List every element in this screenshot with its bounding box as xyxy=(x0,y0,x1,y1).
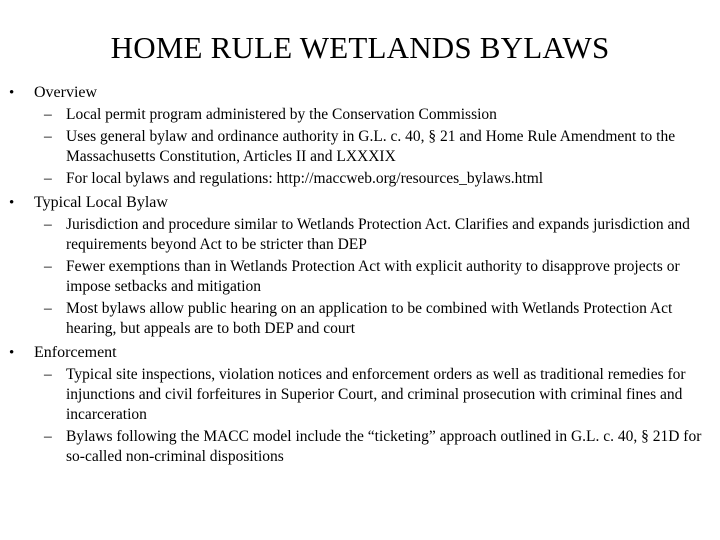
sub-marker: – xyxy=(44,300,52,317)
bullet-label: Overview xyxy=(34,84,98,101)
bullet-label: Enforcement xyxy=(34,344,117,361)
sub-marker: – xyxy=(44,216,52,233)
bullet-marker: • xyxy=(9,345,15,361)
sub-item xyxy=(0,214,720,256)
sub-item-text: Uses general bylaw and ordinance authority in G.L. c. 40, § 21 and Home Rule Amendment to the Massachusetts Constitution, Articles II and LXXXIX xyxy=(66,128,676,165)
sub-item-text: Most bylaws allow public hearing on an application to be combined with Wetlands Protection Act hearing, but appeals are to both DEP and court xyxy=(66,300,673,337)
sub-item xyxy=(0,426,720,468)
bullet-label: Typical Local Bylaw xyxy=(34,194,168,211)
sub-item-text: Bylaws following the MACC model include the “ticketing” approach outlined in G.L. c. 40, § 21D for so-called non-criminal dispositions xyxy=(66,428,702,465)
sub-item xyxy=(0,364,720,426)
sub-item xyxy=(0,298,720,340)
sub-item-text: Fewer exemptions than in Wetlands Protection Act with explicit authority to disapprove projects or impose setbacks and mitigation xyxy=(66,258,680,295)
sub-marker: – xyxy=(44,428,52,445)
sub-item xyxy=(0,168,720,190)
sub-item-text: For local bylaws and regulations: http://maccweb.org/resources_bylaws.html xyxy=(66,170,544,187)
sub-item-text: Jurisdiction and procedure similar to Wetlands Protection Act. Clarifies and expands jurisdiction and requirements beyond Act to be stricter than DEP xyxy=(66,216,690,253)
bullet-overview xyxy=(0,82,720,190)
bullet-enforcement xyxy=(0,342,720,468)
slide-title: HOME RULE WETLANDS BYLAWS xyxy=(110,30,610,65)
sub-item xyxy=(0,126,720,168)
sub-item-text: Local permit program administered by the Conservation Commission xyxy=(66,106,497,123)
slide-body xyxy=(0,82,720,470)
sub-marker: – xyxy=(44,170,52,187)
sub-marker: – xyxy=(44,106,52,123)
bullet-marker: • xyxy=(9,195,15,211)
sub-marker: – xyxy=(44,366,52,383)
sub-item-text: Typical site inspections, violation notices and enforcement orders as well as traditional remedies for injunctions and civil forfeitures in Superior Court, and criminal prosecution with criminal fines and incarceration xyxy=(66,366,686,423)
sub-marker: – xyxy=(44,128,52,145)
sub-marker: – xyxy=(44,258,52,275)
sub-item xyxy=(0,104,720,126)
bullet-typical-local-bylaw xyxy=(0,192,720,340)
bullet-marker: • xyxy=(9,85,15,101)
sub-item xyxy=(0,256,720,298)
